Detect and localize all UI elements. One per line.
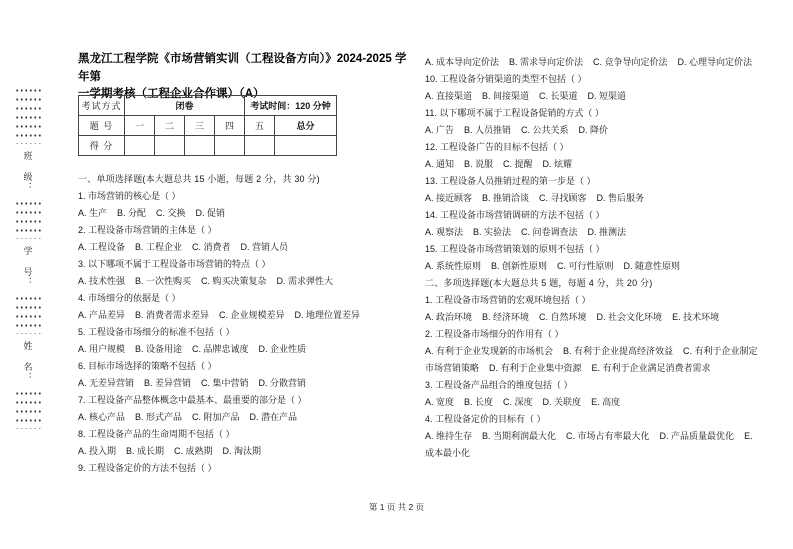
- option-item: D. 分散营销: [258, 378, 307, 388]
- option-item: B. 人员推销: [464, 125, 512, 135]
- option-item: D. 淘汰期: [222, 446, 262, 456]
- option-item: C. 附加产品: [192, 412, 240, 422]
- exam-time: 考试时间：120 分钟: [245, 96, 337, 116]
- option-item: E. 成本最小化: [425, 431, 753, 458]
- question-text: 4. 工程设备定价的目标有（ ）: [425, 414, 546, 424]
- option-item: B. 一次性购买: [135, 276, 192, 286]
- option-line: [78, 205, 406, 222]
- option-line: [78, 443, 406, 460]
- option-item: D. 潜在产品: [249, 412, 298, 422]
- option-line: [78, 239, 406, 256]
- option-item: B. 当期利润最大化: [482, 431, 557, 441]
- option-item: A. 有利于企业发现新的市场机会: [425, 346, 554, 356]
- question-column-3: 三: [185, 116, 215, 136]
- option-item: C. 竞争导向定价法: [593, 57, 668, 67]
- option-item: A. 宽度: [425, 397, 455, 407]
- question-text: 5. 工程设备市场细分的标准不包括（ ）: [78, 327, 235, 337]
- option-line: [78, 409, 406, 426]
- option-line: [78, 307, 406, 324]
- option-line: [425, 156, 763, 173]
- option-line: [425, 190, 763, 207]
- option-item: D. 需求弹性大: [276, 276, 334, 286]
- option-item: C. 品牌忠诚度: [192, 344, 249, 354]
- option-item: B. 消费者需求差异: [135, 310, 210, 320]
- page-number: 第 1 页 共 2 页: [368, 502, 425, 512]
- question-text: 6. 目标市场选择的策略不包括（ ）: [78, 361, 217, 371]
- option-item: D. 随意性原则: [623, 261, 681, 271]
- option-item: A. 维持生存: [425, 431, 473, 441]
- option-item: D. 产品质量最优化: [659, 431, 735, 441]
- option-item: C. 深度: [503, 397, 533, 407]
- option-item: B. 成长期: [126, 446, 165, 456]
- option-item: A. 用户规模: [78, 344, 126, 354]
- option-item: E. 高度: [591, 397, 621, 407]
- question-column-2: 二: [155, 116, 185, 136]
- option-line: [425, 54, 763, 71]
- option-item: D. 售后服务: [596, 193, 645, 203]
- option-item: B. 工程企业: [135, 242, 183, 252]
- question-text: 2. 工程设备市场细分的作用有（ ）: [425, 329, 564, 339]
- option-item: A. 成本导向定价法: [425, 57, 500, 67]
- option-item: B. 分配: [117, 208, 147, 218]
- option-line: [425, 88, 763, 105]
- question-text: 4. 市场细分的依据是（ ）: [78, 293, 181, 303]
- option-item: D. 降价: [578, 125, 609, 135]
- score-cell: [215, 136, 245, 156]
- option-item: E. 有利于企业满足消费者需求: [591, 363, 711, 373]
- question-text: 15. 工程设备市场营销策划的原则不包括（ ）: [425, 244, 605, 254]
- option-item: A. 直接渠道: [425, 91, 473, 101]
- option-item: D. 推测法: [587, 227, 627, 237]
- exam-method-label: 考试方式: [79, 96, 125, 116]
- option-line: [78, 273, 406, 290]
- page-title-line1: 黑龙江工程学院《市场营销实训（工程设备方向）》2024-2025 学年第: [78, 53, 407, 83]
- option-line: [425, 309, 763, 326]
- option-item: D. 社会文化环境: [596, 312, 663, 322]
- name-label: 姓 名：: [22, 341, 33, 382]
- option-item: A. 广告: [425, 125, 455, 135]
- option-line: [78, 375, 406, 392]
- score-cell: [185, 136, 215, 156]
- total-score-label: 总分: [275, 116, 337, 136]
- option-item: A. 技术性强: [78, 276, 126, 286]
- option-item: B. 差异营销: [144, 378, 192, 388]
- question-text: 9. 工程设备定价的方法不包括（ ）: [78, 463, 217, 473]
- option-item: A. 接近顾客: [425, 193, 473, 203]
- question-text: 14. 工程设备市场营销调研的方法不包括（ ）: [425, 210, 605, 220]
- option-item: C. 企业规模差异: [219, 310, 285, 320]
- option-item: B. 经济环境: [482, 312, 530, 322]
- option-line: [425, 394, 763, 411]
- option-item: C. 问卷调查法: [521, 227, 578, 237]
- option-item: C. 集中营销: [201, 378, 249, 388]
- option-item: C. 成熟期: [174, 446, 213, 456]
- option-item: A. 投入期: [78, 446, 117, 456]
- option-line: [425, 122, 763, 139]
- option-item: D. 心理导向定价法: [677, 57, 753, 67]
- question-text: 3. 工程设备产品组合的维度包括（ ）: [425, 380, 573, 390]
- questions-column-left: [78, 171, 406, 477]
- score-row-label: 得 分: [79, 136, 125, 156]
- option-item: A. 观察法: [425, 227, 464, 237]
- binding-dotted-line: [15, 86, 41, 144]
- page-title-line2: 一学期考核（工程企业合作课）（A）: [78, 88, 265, 100]
- option-item: C. 自然环境: [539, 312, 587, 322]
- binding-dotted-line: [15, 199, 41, 239]
- option-item: C. 长渠道: [539, 91, 578, 101]
- option-item: A. 系统性原则: [425, 261, 482, 271]
- binding-dotted-line: [15, 294, 41, 334]
- student-id-label: 学 号：: [22, 246, 33, 287]
- binding-dotted-line: [15, 389, 41, 429]
- question-column-5: 五: [245, 116, 275, 136]
- score-cell: [155, 136, 185, 156]
- option-line: [425, 343, 763, 377]
- option-item: A. 工程设备: [78, 242, 126, 252]
- option-item: D. 关联度: [542, 397, 582, 407]
- question-number-row-label: 题 号: [79, 116, 125, 136]
- binding-area: [6, 86, 50, 429]
- option-line: [425, 258, 763, 275]
- option-item: A. 生产: [78, 208, 108, 218]
- option-item: B. 创新性原则: [491, 261, 548, 271]
- option-item: C. 可行性原则: [557, 261, 614, 271]
- option-item: C. 购买决策复杂: [201, 276, 267, 286]
- option-item: C. 消费者: [192, 242, 231, 252]
- option-item: B. 推销洽谈: [482, 193, 530, 203]
- option-item: D. 地理位置差异: [294, 310, 361, 320]
- option-item: D. 营销人员: [240, 242, 289, 252]
- option-item: B. 有利于企业提高经济效益: [563, 346, 674, 356]
- option-item: A. 核心产品: [78, 412, 126, 422]
- option-item: D. 炫耀: [542, 159, 573, 169]
- option-item: B. 实验法: [473, 227, 512, 237]
- option-item: D. 企业性质: [258, 344, 307, 354]
- option-item: A. 政治环境: [425, 312, 473, 322]
- option-line: [425, 428, 763, 462]
- question-column-1: 一: [125, 116, 155, 136]
- option-item: C. 提醒: [503, 159, 533, 169]
- option-item: C. 有利于企业制定市场营销策略: [425, 346, 758, 373]
- option-item: B. 形式产品: [135, 412, 183, 422]
- section-heading: 二、多项选择题(本大题总共 5 题，每题 4 分，共 20 分): [425, 278, 653, 288]
- question-text: 13. 工程设备人员推销过程的第一步是（ ）: [425, 176, 596, 186]
- question-text: 8. 工程设备产品的生命周期不包括（ ）: [78, 429, 235, 439]
- question-text: 1. 工程设备市场营销的宏观环境包括（ ）: [425, 295, 591, 305]
- question-column-4: 四: [215, 116, 245, 136]
- option-item: B. 需求导向定价法: [509, 57, 584, 67]
- question-text: 3. 以下哪项不属于工程设备市场营销的特点（ ）: [78, 259, 271, 269]
- question-text: 12. 工程设备广告的目标不包括（ ）: [425, 142, 569, 152]
- question-text: 11. 以下哪项不属于工程设备促销的方式（ ）: [425, 108, 604, 118]
- option-item: C. 交换: [156, 208, 186, 218]
- option-item: A. 产品差异: [78, 310, 126, 320]
- question-text: 10. 工程设备分销渠道的类型不包括（ ）: [425, 74, 587, 84]
- option-line: [78, 341, 406, 358]
- score-cell: [275, 136, 337, 156]
- question-text: 2. 工程设备市场营销的主体是（ ）: [78, 225, 217, 235]
- option-item: A. 通知: [425, 159, 455, 169]
- question-text: 7. 工程设备产品整体概念中最基本、最重要的部分是（ ）: [78, 395, 307, 405]
- option-item: B. 设备用途: [135, 344, 183, 354]
- option-item: B. 长度: [464, 397, 494, 407]
- option-item: E. 技术环境: [672, 312, 720, 322]
- class-label: 班 级：: [22, 151, 33, 192]
- score-cell: [245, 136, 275, 156]
- question-text: 1. 市场营销的核心是（ ）: [78, 191, 181, 201]
- option-item: D. 短渠道: [587, 91, 627, 101]
- option-line: [425, 224, 763, 241]
- section-heading: 一、单项选择题(本大题总共 15 小题，每题 2 分，共 30 分): [78, 174, 320, 184]
- option-item: C. 公共关系: [521, 125, 569, 135]
- option-item: D. 促销: [195, 208, 226, 218]
- option-item: C. 市场占有率最大化: [566, 431, 650, 441]
- exam-info-table: [78, 95, 337, 156]
- option-item: C. 寻找顾客: [539, 193, 587, 203]
- option-item: A. 无差异营销: [78, 378, 135, 388]
- option-item: D. 有利于企业集中资源: [489, 363, 582, 373]
- option-item: B. 间接渠道: [482, 91, 530, 101]
- exam-method-value: 闭卷: [125, 96, 245, 116]
- questions-column-right: [425, 54, 763, 462]
- option-item: B. 说服: [464, 159, 494, 169]
- score-cell: [125, 136, 155, 156]
